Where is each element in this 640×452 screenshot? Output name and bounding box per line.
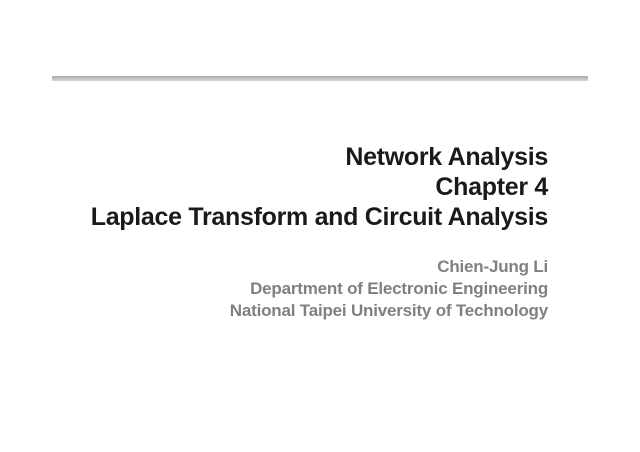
slide-title: [40, 142, 548, 232]
university-name: National Taipei University of Technology: [229, 301, 548, 320]
title-line-2: Chapter 4: [435, 173, 548, 201]
author-name: Chien-Jung Li: [437, 257, 548, 276]
title-line-3: Laplace Transform and Circuit Analysis: [90, 203, 548, 231]
title-line-1: Network Analysis: [345, 143, 548, 171]
department-name: Department of Electronic Engineering: [250, 279, 548, 298]
title-divider-rule: [52, 76, 588, 81]
slide-subtitle: [40, 256, 548, 322]
